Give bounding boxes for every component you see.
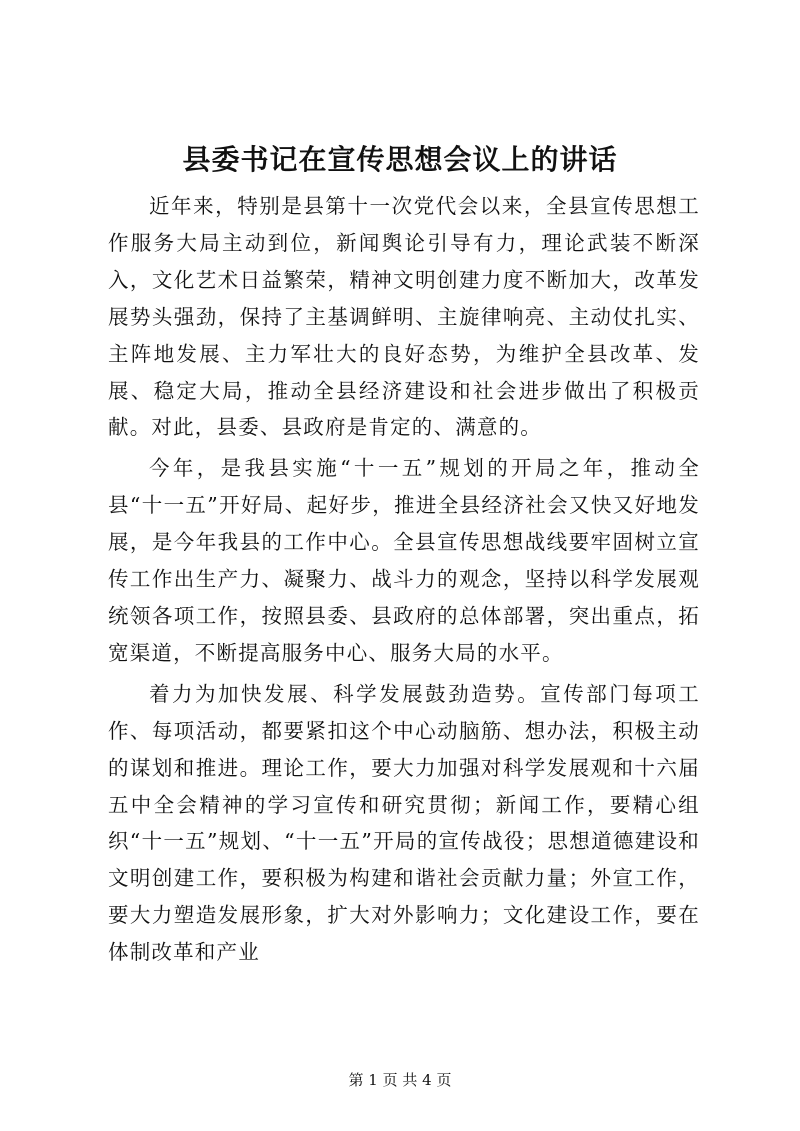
paragraph-2: 今年，是我县实施“十一五”规划的开局之年，推动全县“十一五”开好局、起好步，推进全县经济社会又快又好地发展，是今年我县的工作中心。全县宣传思想战线要牢固树立宣传工作出生产力、凝聚力、战斗力的观念，坚持以科学发展观统领各项工作，按照县委、县政府的总体部署，突出重点，拓宽渠道，不断提高服务中心、服务大局的水平。 — [108, 456, 700, 665]
paragraph-3: 着力为加快发展、科学发展鼓劲造势。宣传部门每项工作、每项活动，都要紧扣这个中心动脑筋、想办法，积极主动的谋划和推进。理论工作，要大力加强对科学发展观和十六届五中全会精神的学习宣传和研究贯彻；新闻工作，要精心组织“十一五”规划、“十一五”开局的宣传战役；思想道德建设和文明创建工作，要积极为构建和谐社会贡献力量；外宣工作，要大力塑造发展形象，扩大对外影响力；文化建设工作，要在体制改革和产业 — [108, 681, 700, 965]
page-footer: 第 1 页 共 4 页 — [348, 1071, 452, 1089]
paragraph-1: 近年来，特别是县第十一次党代会以来，全县宣传思想工作服务大局主动到位，新闻舆论引导有力，理论武装不断深入，文化艺术日益繁荣，精神文明创建力度不断加大，改革发展势头强劲，保持了主基调鲜明、主旋律响亮、主动仗扎实、主阵地发展、主力军壮大的良好态势，为维护全县改革、发展、稳定大局，推动全县经济建设和社会进步做出了积极贡献。对此，县委、县政府是肯定的、满意的。 — [108, 194, 700, 440]
document-title: 县委书记在宣传思想会议上的讲话 — [182, 143, 618, 176]
document-body — [108, 188, 700, 975]
